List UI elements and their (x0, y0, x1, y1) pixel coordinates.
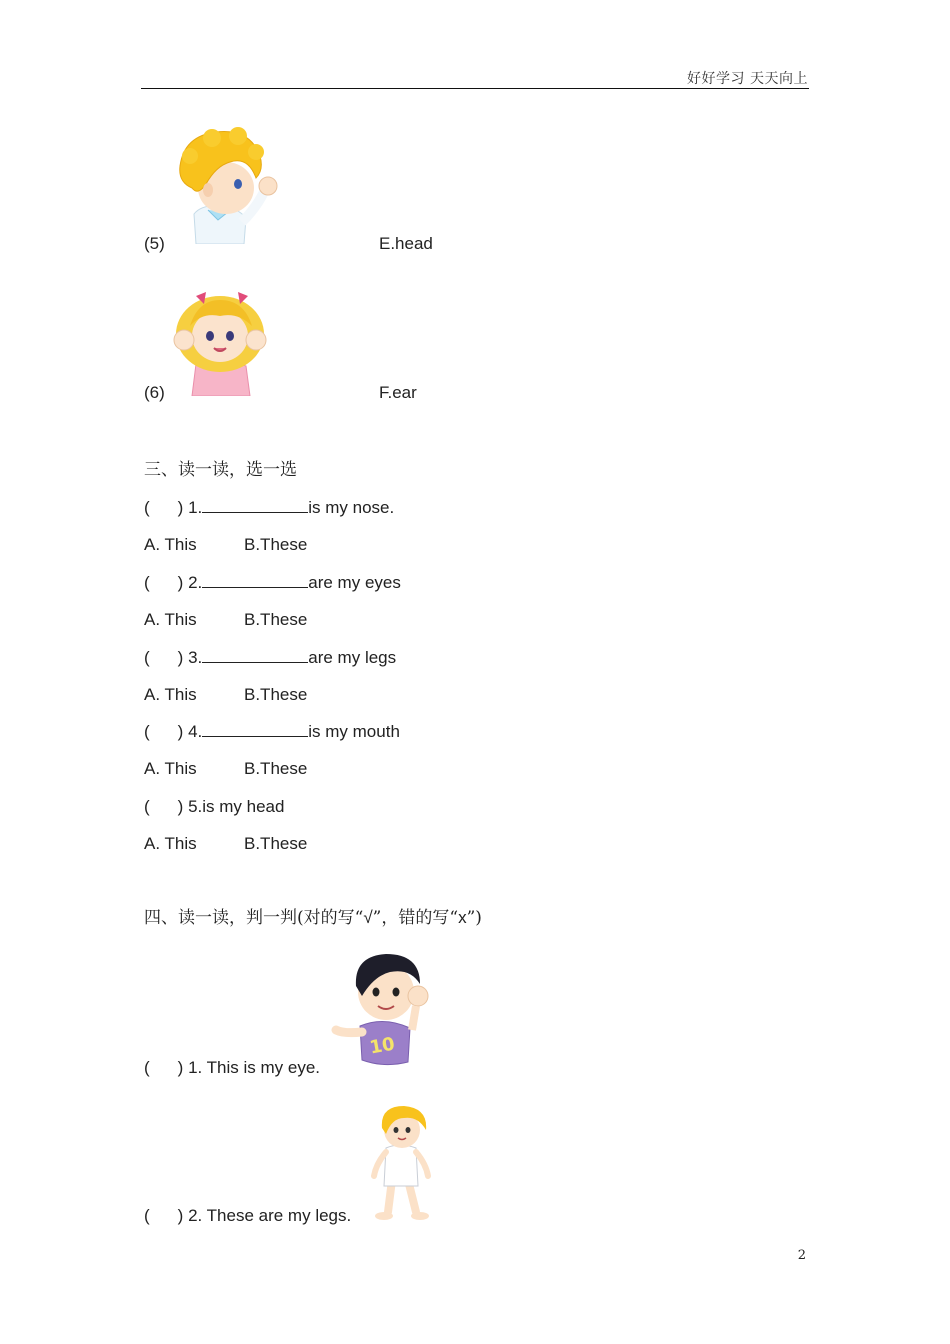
answer-paren-open: ( (144, 498, 150, 517)
option-a-5: A. This (144, 834, 197, 853)
question-4 (144, 722, 400, 742)
page-number: 2 (797, 1248, 806, 1263)
answer-paren-close: ) (177, 573, 184, 592)
answer-paren-open: ( (144, 648, 150, 667)
option-a-3: A. This (144, 685, 197, 704)
option-b-5: B.These (244, 834, 308, 853)
option-a-2: A. This (144, 610, 197, 629)
header-rule (141, 88, 809, 89)
option-b-1: B.These (244, 535, 308, 554)
answer-paren-open: ( (144, 797, 150, 816)
answer-paren-close: ) (177, 1206, 184, 1225)
question-number: 3. (188, 648, 203, 667)
answer-paren-close: ) (177, 722, 184, 741)
answer-paren-open: ( (144, 573, 150, 592)
match-option-f: F.ear (379, 383, 417, 402)
judge-item-1 (144, 1058, 320, 1078)
check-mark-symbol: √ (363, 908, 373, 927)
section-4-title-part: ”，错的写“ (372, 908, 459, 928)
section-4-title (144, 908, 482, 928)
answer-paren-open: ( (144, 722, 150, 741)
match-number-5: (5) (144, 234, 165, 253)
option-a-1: A. This (144, 535, 197, 554)
match-option-e: E.head (379, 234, 433, 253)
answer-paren-open: ( (144, 1206, 150, 1225)
judge-item-2 (144, 1206, 351, 1226)
answer-paren-close: ) (177, 648, 184, 667)
fill-blank[interactable] (202, 722, 308, 737)
question-number: 1. (188, 498, 203, 517)
fill-blank[interactable] (202, 498, 308, 513)
boy-number-10-illustration (330, 948, 436, 1066)
question-5 (144, 797, 284, 817)
fill-blank[interactable] (202, 648, 308, 663)
option-a-4: A. This (144, 759, 197, 778)
option-b-2: B.These (244, 610, 308, 629)
section-4-title-part: ”) (466, 908, 482, 928)
judge-text: 2. These are my legs. (188, 1206, 352, 1225)
question-2 (144, 573, 401, 593)
question-text: is my mouth (308, 722, 400, 741)
question-number: 5. (188, 797, 203, 816)
section-3-title: 三、读一读，选一选 (144, 460, 297, 480)
answer-paren-open: ( (144, 1058, 150, 1077)
question-number: 4. (188, 722, 203, 741)
answer-paren-close: ) (177, 797, 184, 816)
option-b-4: B.These (244, 759, 308, 778)
answer-paren-close: ) (177, 1058, 184, 1077)
question-number: 2. (188, 573, 203, 592)
girl-touching-ears-illustration (168, 284, 272, 396)
question-text: are my eyes (308, 573, 401, 592)
answer-paren-close: ) (177, 498, 184, 517)
question-text: is my head (202, 797, 285, 816)
page-header-text: 好好学习 天天向上 (687, 71, 808, 87)
boy-touching-head-illustration (172, 126, 284, 244)
match-number-6: (6) (144, 383, 165, 402)
question-text: is my nose. (308, 498, 395, 517)
boy-in-underwear-illustration (362, 1104, 438, 1224)
judge-text: 1. This is my eye. (188, 1058, 321, 1077)
svg-text:10: 10 (368, 1033, 397, 1059)
question-1 (144, 498, 394, 518)
section-4-title-part: 四、读一读，判一判(对的写“ (144, 908, 364, 928)
question-text: are my legs (308, 648, 397, 667)
cross-mark-symbol: x (458, 908, 467, 927)
question-3 (144, 648, 396, 668)
option-b-3: B.These (244, 685, 308, 704)
fill-blank[interactable] (202, 573, 308, 588)
